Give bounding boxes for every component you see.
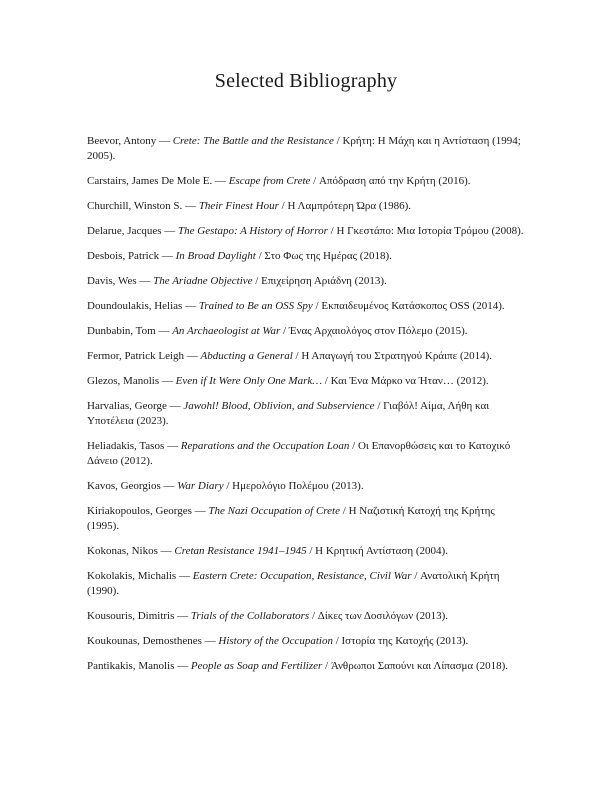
entry-author: Churchill, Winston S. (87, 200, 183, 212)
entry-author: Dunbabin, Tom (87, 325, 156, 337)
bibliography-entry (87, 199, 525, 214)
slash-separator: / (252, 275, 262, 287)
entry-title-english: People as Soap and Fertilizer (190, 660, 323, 672)
entry-author: Davis, Wes (87, 275, 137, 287)
entry-author: Kokolakis, Michalis (87, 570, 177, 582)
slash-separator: / (322, 660, 331, 672)
em-dash: — (212, 175, 229, 187)
slash-separator: / (306, 545, 316, 557)
entry-author: Kiriakopoulos, Georges (87, 505, 192, 517)
entry-title-greek: Εκπαιδευμένος Κατάσκοπος OSS (321, 300, 470, 312)
entry-title-english: Jawohl! Blood, Oblivion, and Subservience (183, 400, 375, 412)
entry-title-english: In Broad Daylight (175, 250, 256, 262)
em-dash: — (191, 505, 209, 517)
entry-title-greek: Απόδραση από την Κρήτη (318, 175, 436, 187)
entry-title-greek: Ημερολόγιο Πολέμου (232, 480, 329, 492)
slash-separator: / (309, 610, 318, 622)
slash-separator: / (349, 440, 358, 452)
bibliography-entry (87, 249, 525, 264)
entry-year: (2018). (357, 250, 392, 262)
bibliography-entry (87, 374, 525, 389)
em-dash: — (164, 440, 181, 452)
entry-title-greek: Η Ναζιστική Κατοχή της Κρήτης (348, 505, 495, 517)
entry-title-english: An Archaeologist at War (172, 325, 281, 337)
entry-author: Glezos, Manolis (87, 375, 160, 387)
entry-year: (2013). (413, 610, 449, 622)
bibliography-entry (87, 299, 525, 314)
slash-separator: / (411, 570, 421, 582)
em-dash: — (161, 225, 179, 237)
entry-year: (2014). (469, 300, 505, 312)
em-dash: — (166, 400, 184, 412)
entry-title-english: The Nazi Occupation of Crete (208, 505, 340, 517)
entry-year: (2012). (117, 455, 153, 467)
entry-title-greek: Η Γκεστάπο: Μια Ιστορία Τρόμου (336, 225, 489, 237)
entry-author: Kousouris, Dimitris (87, 610, 175, 622)
entry-title-english: Crete: The Battle and the Resistance (172, 135, 334, 147)
em-dash: — (201, 635, 219, 647)
entry-title-greek: Δίκες των Δοσιλόγων (317, 610, 414, 622)
em-dash: — (156, 135, 173, 147)
slash-separator: / (332, 635, 342, 647)
entry-year: (2012). (453, 375, 489, 387)
bibliography-entry (87, 134, 525, 164)
em-dash: — (157, 545, 175, 557)
entry-title-greek: Κρήτη: Η Μάχη και η Αντίσταση (342, 135, 490, 147)
slash-separator: / (255, 250, 265, 262)
bibliography-entry (87, 634, 525, 649)
em-dash: — (182, 200, 199, 212)
entry-year: (1995). (87, 520, 120, 532)
bibliography-entry (87, 349, 525, 364)
entry-year: (2015). (432, 325, 468, 337)
bibliography-list (87, 134, 525, 674)
entry-title-greek: Ανατολική Κρήτη (420, 570, 500, 582)
entry-author: Kokonas, Nikos (87, 545, 158, 557)
entry-title-english: Escape from Crete (228, 175, 311, 187)
entry-title-greek: Και Ένα Μάρκο να Ήταν… (330, 375, 454, 387)
entry-year: (2016). (435, 175, 471, 187)
bibliography-entry (87, 399, 525, 429)
em-dash: — (159, 250, 176, 262)
entry-year: (1990). (87, 585, 120, 597)
slash-separator: / (312, 300, 322, 312)
slash-separator: / (327, 225, 337, 237)
bibliography-entry (87, 609, 525, 624)
bibliography-entry (87, 504, 525, 534)
entry-title-english: History of the Occupation (218, 635, 333, 647)
bibliography-entry (87, 479, 525, 494)
entry-author: Doundoulakis, Helias (87, 300, 183, 312)
entry-author: Kavos, Georgios (87, 480, 161, 492)
entry-title-greek: Στο Φως της Ημέρας (264, 250, 358, 262)
bibliography-entry (87, 274, 525, 289)
em-dash: — (155, 325, 173, 337)
entry-title-greek: Η Κρητική Αντίσταση (315, 545, 414, 557)
em-dash: — (159, 375, 176, 387)
bibliography-entry (87, 324, 525, 339)
entry-title-english: Eastern Crete: Occupation, Resistance, Civil War (192, 570, 412, 582)
entry-author: Delarue, Jacques (87, 225, 162, 237)
entry-author: Carstairs, James De Mole E. (87, 175, 213, 187)
entry-author: Heliadakis, Tasos (87, 440, 165, 452)
entry-title-greek: Ιστορία της Κατοχής (341, 635, 434, 647)
entry-title-english: Abducting a General (200, 350, 293, 362)
entry-year: (2018). (473, 660, 509, 672)
entry-year: (1994; 2005). (87, 135, 521, 162)
entry-title-english: Trials of the Collaborators (190, 610, 310, 622)
entry-title-greek: Η Λαμπρότερη Ώρα (287, 200, 377, 212)
slash-separator: / (340, 505, 349, 517)
page-title: Selected Bibliography (214, 70, 398, 92)
entry-title-greek: Γιαβόλ! Αίμα, Λήθη και Υποτέλεια (87, 400, 490, 427)
slash-separator: / (292, 350, 302, 362)
entry-year: (2013). (433, 635, 469, 647)
entry-title-english: Trained to Be an OSS Spy (198, 300, 313, 312)
entry-title-greek: Οι Επανορθώσεις και το Κατοχικό Δάνειο (87, 440, 511, 467)
em-dash: — (182, 300, 199, 312)
bibliography-entry (87, 439, 525, 469)
slash-separator: / (280, 325, 289, 337)
entry-year: (2004). (413, 545, 448, 557)
entry-author: Pantikakis, Manolis (87, 660, 175, 672)
entry-title-english: The Gestapo: A History of Horror (178, 225, 328, 237)
entry-year: (2014). (457, 350, 493, 362)
entry-author: Harvalias, George (87, 400, 167, 412)
entry-title-greek: Επιχείρηση Αριάδνη (261, 275, 352, 287)
em-dash: — (136, 275, 154, 287)
entry-title-greek: Ένας Αρχαιολόγος στον Πόλεμο (288, 325, 433, 337)
entry-title-english: The Ariadne Objective (153, 275, 253, 287)
entry-author: Beevor, Antony (87, 135, 157, 147)
slash-separator: / (333, 135, 343, 147)
entry-author: Fermor, Patrick Leigh (87, 350, 185, 362)
em-dash: — (174, 660, 191, 672)
bibliography-entry (87, 174, 525, 189)
entry-title-english: Cretan Resistance 1941–1945 (174, 545, 307, 557)
entry-author: Koukounas, Demosthenes (87, 635, 202, 647)
slash-separator: / (374, 400, 384, 412)
bibliography-entry (87, 544, 525, 559)
em-dash: — (184, 350, 201, 362)
entry-title-english: War Diary (177, 480, 224, 492)
bibliography-entry (87, 569, 525, 599)
entry-title-english: Their Finest Hour (198, 200, 279, 212)
entry-year: (2008). (488, 225, 524, 237)
bibliography-entry (87, 659, 525, 674)
em-dash: — (176, 570, 193, 582)
entry-title-greek: Άνθρωποι Σαπούνι και Λίπασμα (330, 660, 474, 672)
em-dash: — (174, 610, 191, 622)
entry-year: (1986). (376, 200, 411, 212)
slash-separator: / (223, 480, 233, 492)
entry-year: (2013). (328, 480, 364, 492)
entry-author: Desbois, Patrick (87, 250, 160, 262)
entry-title-english: Reparations and the Occupation Loan (180, 440, 350, 452)
entry-title-english: Even if It Were Only One Mark… (175, 375, 323, 387)
entry-title-greek: Η Απαγωγή του Στρατηγού Κράιπε (301, 350, 458, 362)
slash-separator: / (322, 375, 331, 387)
entry-year: (2013). (351, 275, 387, 287)
entry-year: (2023). (133, 415, 169, 427)
em-dash: — (160, 480, 178, 492)
bibliography-entry (87, 224, 525, 239)
slash-separator: / (310, 175, 319, 187)
slash-separator: / (278, 200, 288, 212)
